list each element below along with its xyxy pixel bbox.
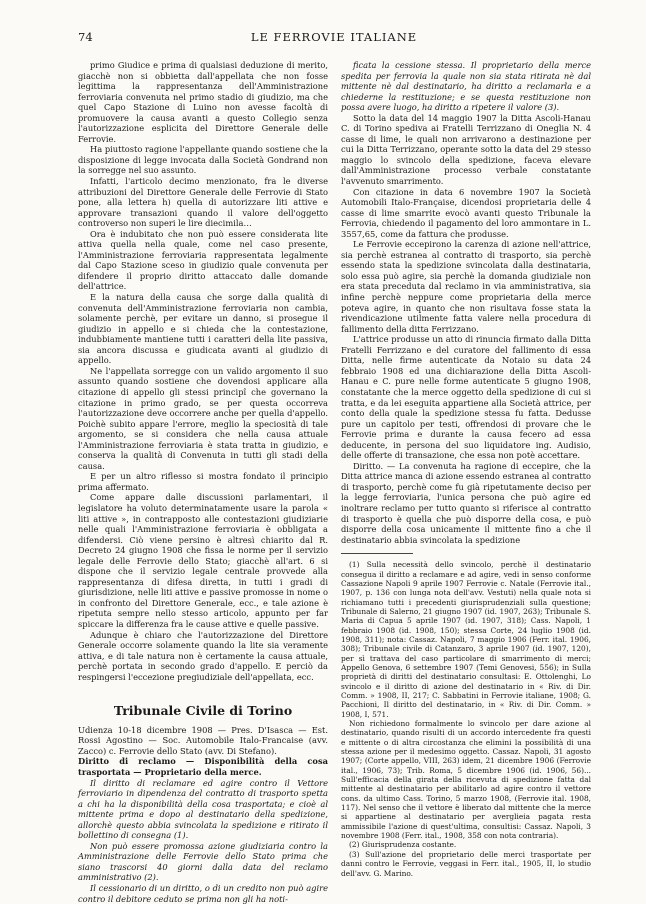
paragraph: Sotto la data del 14 maggio 1907 la Ditta Ascoli-Hanau C. di Torino spediva ai Fratelli Terrizzano di Oneglia N. 4 casse di lime, le quali non arrivarono a destinazione per cui la Ditta Terrizzano, operante sotto la data del 29 stesso maggio lo svincolo della spedizione, faceva elevare dall'Amministrazione processo verbale constatante l'avvenuto smarrimento. — [341, 112, 591, 187]
paragraph: E per un altro riflesso si mostra fondato il principio prima affermato. — [78, 471, 328, 492]
right-column-body — [341, 60, 591, 545]
paragraph: Non può essere promossa azione giudiziaria contro la Amministrazione delle Ferrovie dello Stato prima che siano trascorsi 40 giorni dalla data del reclamo amministrativo (2). — [78, 840, 328, 883]
paragraph: Le Ferrovie eccepirono la carenza di azione nell'attrice, sia perchè estranea al contratto di trasporto, sia perchè essendo stata la spedizione svincolata dalla destinataria, solo essa può agire, sia perchè la domanda giudiziale non era stata preceduta dal reclamo in via amministrativa, sia infine perchè neppure come proprietaria della merce poteva agire, in quanto che non risultava fosse stata la rivendicazione utilmente fatta valere nella procedura di fallimento della ditta Ferrizzano. — [341, 239, 591, 334]
paragraph: Ha piuttosto ragione l'appellante quando sostiene che la disposizione di legge invocata dalla Società Gondrand non la sorregge nel suo assunto. — [78, 144, 328, 176]
paragraph: Con citazione in data 6 novembre 1907 la Società Automobili Italo-Française, dicendosi proprietaria delle 4 casse di lime smarrite evocò avanti questo Tribunale la Ferrovia, chiedendo il pagamento del loro ammontare in L. 3557,65, come da fattura che produsse. — [341, 186, 591, 239]
case-headnote: Diritto di reclamo — Disponibilità della cosa trasportata — Proprietario della merce. — [78, 756, 328, 777]
paragraph: Ne l'appellata sorregge con un valido argomento il suo assunto quando sostiene che dovendosi applicare alla citazione di appello gli stessi principî che governano la citazione in primo grado, se per questa occorreva l'autorizzazione deve occorrere anche per quella d'appello. Poichè subito appare l'errore, meglio la speciosità di tale argomento, se si considera che nella causa attuale l'Amministrazione ferroviaria è stata tratta in giudizio, e conserva la qualità di Convenuta in tutti gli stadi della causa. — [78, 365, 328, 471]
footnote: (1) Sulla necessità dello svincolo, perchè il destinatario consegua il diritto a reclamare e ad agire, vedi in senso conforme Cassazione Napoli 9 aprile 1907 Ferrovie c. Natale (Ferrovie ital., 1907, p. 136 con lunga nota dell'avv. Vestuti) nella quale nota si richiamano tutti i precedenti giurisprudenziali sulla questione; Tribunale di Salerno, 21 giugno 1907 (id. 1907, 263); Tribunale S. Maria di Capua 5 aprile 1907 (id. 1907, 318); Cass. Napoli, 1 febbraio 1908 (id. 1908, 150); stessa Corte, 24 luglio 1908 (id. 1908, 311); nota: Cassaz. Napoli, 7 maggio 1906 (Ferr. ital. 1906, 308); Tribunale civile di Catanzaro, 3 aprile 1907 (id. 1907, 120), per sì trattava del caso particolare di smarrimento di merci; Appello Genova, 6 settembre 1907 (Temi Genovesi, 556); in Sulla proprietà di diritti del destinatario consultasi: E. Ottolenghi, Lo svincolo e il diritto di azione del destinatario in « Riv. di Dir. Comm. » 1908, II, 217; C. Sabbatini in Ferrovie italiane, 1908; G. Pacchioni, Il diritto del destinatario, in « Riv. di Dir. Comm. » 1908, I, 571. — [341, 560, 591, 719]
section-heading: Tribunale Civile di Torino — [113, 703, 293, 719]
paragraph: ficata la cessione stessa. Il proprietario della merce spedita per ferrovia la quale non sia stata ritirata nè dal mittente nè dal destinatario, ha diritto a reclamarla e a chiederne la restituzione; e se questa restituzione non possa avere luogo, ha diritto a ripetere il valore (3). — [341, 60, 591, 113]
footnote-rule — [341, 553, 413, 554]
paragraph: Come appare dalle discussioni parlamentari, il legislatore ha voluto determinatamente usare la parola « liti attive », in contrapposto alle contestazioni giudiziarie nelle quali l'Amministrazione ferroviaria è obbligata a difendersi. Ciò viene persino è altresì chiarito dal R. Decreto 24 giugno 1908 che fissa le norme per il servizio legale delle Ferrovie dello Stato; giacchè all'art. 6 si dispone che il servizio legale centrale provvede alla rappresentanza di difesa diretta, in tutti i gradi di giurisdizione, nelle liti attive e passive promosse in nome o in confronto del Direttore Generale, ecc., e tale azione è ripetuta sempre nello stesso articolo, appunto per far spiccare la differenza fra le cause attive e quelle passive. — [78, 492, 328, 629]
paragraph: primo Giudice e prima di qualsiasi deduzione di merito, giacchè non si obbietta dall'appellata che non fosse legittima la rappresentanza dell'Amministrazione ferroviaria convenuta nel primo stadio di giudizio, ma che quel Capo Stazione di Luino non avesse facoltà di promuovere la causa avanti a questo Collegio senza l'autorizzazione esplicita del Direttore Generale delle Ferrovie. — [78, 60, 328, 144]
footnote: (3) Sull'azione del proprietario delle merci trasportate per danni contro le Ferrovie, veggasi in Ferr. ital., 1905, II, lo studio dell'avv. G. Marino. — [341, 849, 591, 878]
running-title: LE FERROVIE ITALIANE — [250, 30, 418, 44]
paragraph: L'attrice produsse un atto di rinuncia firmato dalla Ditta Fratelli Ferrizzano e del curatore del fallimento di essa Ditta, nelle firme autenticate da Notaio su data 24 febbraio 1908 ed una dichiarazione della Ditta Ascoli-Hanau e C. pure nelle forme autenticate 5 giugno 1908, constatante che la merce oggetto della spedizione di cui si tratta, e da lei eseguita appartiene alla Società attrice, per conto della quale la spedizione stessa fu fatta. Dedusse pure un capitolo per testi, offrendosi di provare che le Ferrovie prima e durante la causa fecero ad essa deducente, in persona del suo liquidatore ing. Audisio, delle offerte di transazione, che essa non potè accettare. — [341, 334, 591, 461]
paragraph: Ora è indubitato che non può essere considerata lite attiva quella nella quale, come nel caso presente, l'Amministrazione ferroviaria rappresentata legalmente dal Capo Stazione sceso in giudizio quale convenuta per difendere il proprio diritto attaccato dalle domande dell'attrice. — [78, 228, 328, 292]
left-column — [78, 60, 328, 904]
paragraph: Infatti, l'articolo decimo menzionato, fra le diverse attribuzioni del Direttore Generale delle Ferrovie di Stato pone, alla lettera h) quella di autorizzare liti attive e approvare transazioni quando il valore dell'oggetto controverso non superi le lire diecimila… — [78, 176, 328, 229]
page-header — [78, 30, 590, 46]
right-column — [341, 60, 591, 878]
paragraph: Adunque è chiaro che l'autorizzazione del Direttore Generale occorre solamente quando la lite sia veramente attiva, e di tale natura non è certamente la causa attuale, perchè portata in secondo grado d'appello. E perciò da respingersi l'eccezione pregiudiziale dell'appellata, ecc. — [78, 629, 328, 682]
paragraph: E la natura della causa che sorge dalla qualità di convenuta dell'Amministrazione ferroviaria non cambia, solamente perchè, per evitare un danno, si prosegue il giudizio in appello e si chieda che la contestazione, indubbiamente mantiene tutti i caratteri della lite passiva, sia ancora discussa e giudicata avanti al giudizio di appello. — [78, 292, 328, 366]
footnotes — [341, 560, 591, 878]
page-number: 74 — [78, 30, 93, 44]
footnote: (2) Giurisprudenza costante. — [349, 840, 457, 850]
footnote: Non richiedono formalmente lo svincolo per dare azione al destinatario, quando risulti di un accordo intercedente fra questi e mittente o di altra circostanza che elimini la possibilità di una stessa azione per il medesimo oggetto. Cassaz. Napoli, 31 agosto 1907; (Corte appello, VIII, 263) idem, 21 dicembre 1906 (Ferrovie ital., 1906, 73); Trib. Roma, 5 dicembre 1906 (id. 1906, 56)... Sull'efficacia della girata della ricevuta di spedizione fatta dal mittente al destinatario per abilitarlo ad agire contro il vettore cons. da ultimo Cass. Torino, 5 marzo 1908, (Ferrovie ital. 1908, 117). Nel senso che il vettore è liberato dal mittente che la merce si appartiene al destinatario per averglieia pagata resta ammissibile l'azione di quest'ultima, consultisi: Cassaz. Napoli, 3 novembre 1908 (Ferr. ital., 1908, 358 con nota contraria). — [341, 719, 591, 841]
paragraph: Il cessionario di un diritto, o di un credito non può agire contro il debitore ceduto se prima non gli ha noti- — [78, 883, 328, 904]
paragraph: Il diritto di reclamare ed agire contro il Vettore ferroviario in dipendenza del contratto di trasporto spetta a chi ha la disponibilità della cosa trasportata; e cioè al mittente prima e dopo al destinatario della spedizione, allorchè questo abbia svincolata la spedizione e ritirato il bollettino di consegna (1). — [78, 777, 328, 841]
hearing-info: Udienza 10-18 dicembre 1908 — Pres. D'Isasca — Est. Rossi Agostino — Soc. Automobile Italo-Francaise (avv. Zacco) c. Ferrovie dello Stato (avv. Di Stefano). — [78, 724, 328, 756]
paragraph: Diritto. — La convenuta ha ragione di eccepire, che la Ditta attrice manca di azione essendo estranea al contratto di trasporto, perchè come fu già ripetutamente deciso per la legge ferroviaria, l'unica persona che può agire ed inoltrare reclamo per tutto quanto si riferisce al contratto di trasporto è quella che può disporre della cosa, e può disporre della cosa unicamente il mittente fino a che il destinatario abbia svincolata la spedizione — [341, 460, 591, 545]
